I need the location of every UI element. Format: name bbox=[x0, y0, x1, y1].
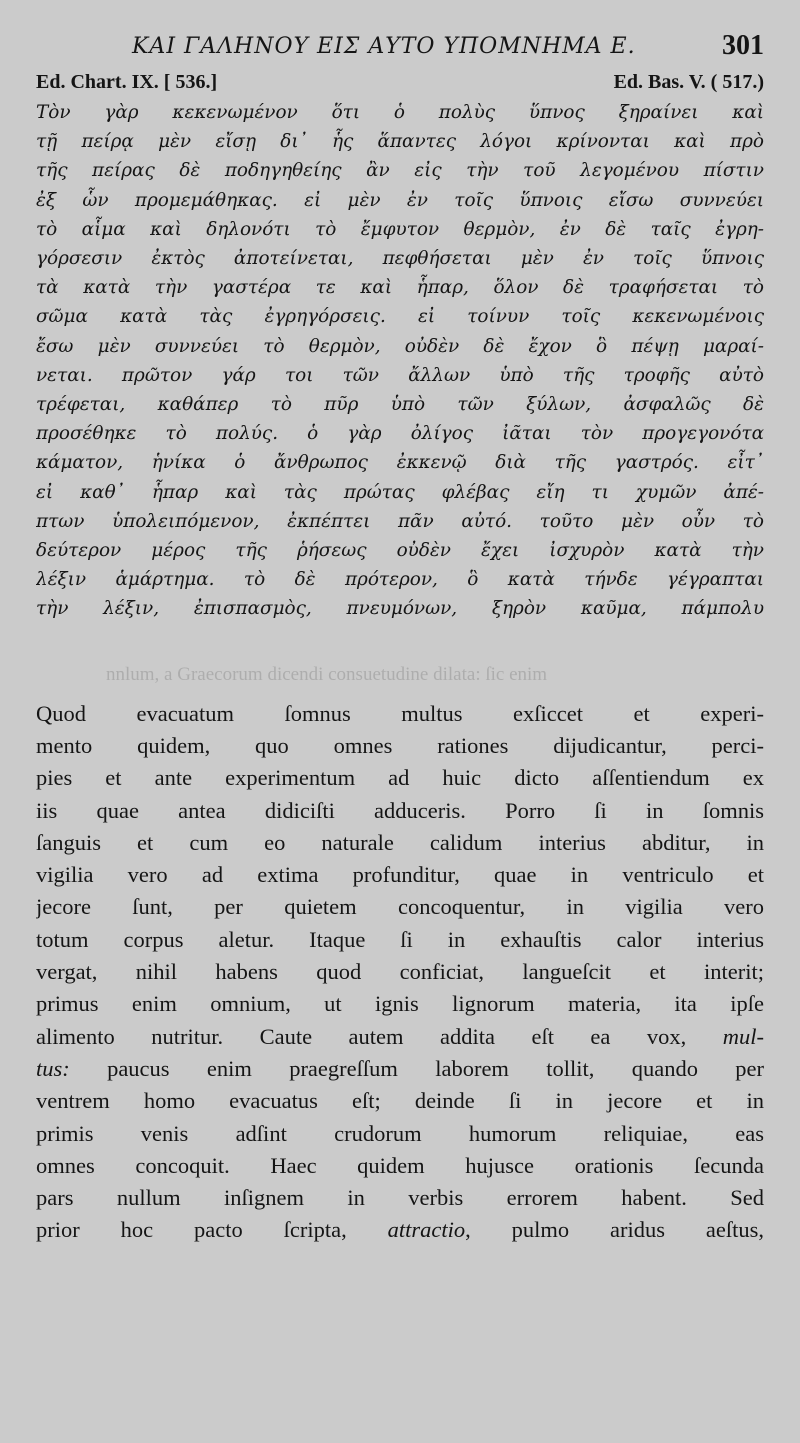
greek-line: τὴν λέξιν, ἐπισπασμὸς, πνευμόνων, ξηρὸν καῦμα, πάμπολυ bbox=[36, 598, 764, 620]
latin-line: tus: paucus enim praegreſſum laborem tollit, quando per bbox=[36, 1055, 764, 1081]
greek-line: σῶμα κατὰ τὰς ἐγρηγόρσεις. εἰ τοίνυν τοῖς κεκενωμένοις bbox=[36, 306, 764, 328]
greek-line: πτων ὑπολειπόμενον, ἐκπέπτει πᾶν αὐτό. τοῦτο μὲν οὖν τὸ bbox=[36, 510, 764, 532]
greek-text-block bbox=[36, 98, 764, 624]
running-title: ΚΑΙ ΓΑΛΗΝΟΥ ΕΙΣ ΑΥΤΟ ΥΠΟΜΝΗΜΑ Ε. bbox=[132, 34, 636, 59]
edition-line bbox=[36, 70, 764, 94]
greek-line: τὸ αἷμα καὶ δηλονότι τὸ ἔμφυτον θερμὸν, ἐν δὲ ταῖς ἐγρη- bbox=[36, 218, 764, 240]
latin-text-block bbox=[36, 698, 764, 1247]
emphasized-word: attractio bbox=[387, 1217, 466, 1243]
greek-line: λέξιν ἁμάρτημα. τὸ δὲ πρότερον, ὃ κατὰ τήνδε γέγραπται bbox=[36, 569, 764, 591]
greek-line: τρέφεται, καθάπερ τὸ πῦρ ὑπὸ τῶν ξύλων, ἀσφαλῶς δὲ bbox=[36, 394, 764, 416]
greek-line: τὰ κατὰ τὴν γαστέρα τε καὶ ἧπαρ, ὅλον δὲ τραφήσεται τὸ bbox=[36, 277, 764, 299]
edition-left: Ed. Chart. IX. [ 536.] bbox=[36, 71, 218, 93]
greek-line: δεύτερον μέρος τῆς ῥήσεως οὐδὲν ἔχει ἰσχυρὸν κατὰ τὴν bbox=[36, 540, 764, 562]
greek-line: προσέθηκε τὸ πολύς. ὁ γὰρ ὀλίγος ἰᾶται τὸν προγεγονότα bbox=[36, 423, 764, 445]
latin-line: ſanguis et cum eo naturale calidum interius abditur, in bbox=[36, 829, 764, 855]
bleed-through-text: nnlum, a Graecorum dicendi consuetudine dilata: ſic enim bbox=[106, 663, 548, 685]
latin-line: totum corpus aletur. Itaque ſi in exhauſtis calor interius bbox=[36, 926, 764, 952]
greek-line: νεται. πρῶτον γάρ τοι τῶν ἄλλων ὑπὸ τῆς τροφῆς αὐτὸ bbox=[36, 364, 764, 386]
latin-line: pies et ante experimentum ad huic dicto aſſentiendum ex bbox=[36, 765, 764, 791]
latin-line: vigilia vero ad extima profunditur, quae in ventriculo et bbox=[36, 862, 764, 888]
latin-line: prior hoc pacto ſcripta, attractio, pulmo aridus aeſtus, bbox=[36, 1217, 764, 1243]
latin-line: jecore ſunt, per quietem concoquentur, in vigilia vero bbox=[36, 894, 764, 920]
edition-right: Ed. Bas. V. ( 517.) bbox=[613, 71, 764, 93]
emphasized-word: mul- bbox=[722, 1023, 764, 1049]
greek-line: τῇ πείρᾳ μὲν εἴσῃ δι᾽ ἧς ἅπαντες λόγοι κρίνονται καὶ πρὸ bbox=[36, 131, 764, 153]
greek-line: τῆς πείρας δὲ ποδηγηθείης ἂν εἰς τὴν τοῦ λεγομένου πίστιν bbox=[36, 160, 764, 182]
latin-line: ventrem homo evacuatus eſt; deinde ſi in jecore et in bbox=[36, 1088, 764, 1114]
latin-line: primus enim omnium, ut ignis lignorum materia, ita ipſe bbox=[36, 991, 764, 1017]
greek-line: γόρσεσιν ἐκτὸς ἀποτείνεται, πεφθήσεται μὲν ἐν τοῖς ὕπνοις bbox=[36, 248, 764, 270]
latin-line: omnes concoquit. Haec quidem hujusce orationis ſecunda bbox=[36, 1152, 764, 1178]
page-number: 301 bbox=[722, 30, 764, 61]
latin-line: alimento nutritur. Caute autem addita eſt ea vox, mul- bbox=[36, 1023, 764, 1049]
greek-line: εἰ καθ᾽ ἧπαρ καὶ τὰς πρώτας φλέβας εἴη τι χυμῶν ἀπέ- bbox=[36, 481, 764, 503]
greek-line: ἔσω μὲν συννεύει τὸ θερμὸν, οὐδὲν δὲ ἔχον ὃ πέψῃ μαραί- bbox=[36, 335, 764, 357]
greek-line: κάματον, ἡνίκα ὁ ἄνθρωπος ἐκκενῷ διὰ τῆς γαστρός. εἶτ᾽ bbox=[36, 452, 764, 474]
latin-line: primis venis adſint crudorum humorum reliquiae, eas bbox=[36, 1120, 764, 1146]
latin-line: pars nullum inſignem in verbis errorem habent. Sed bbox=[36, 1185, 764, 1211]
latin-line: mento quidem, quo omnes rationes dijudicantur, perci- bbox=[36, 732, 764, 758]
emphasized-word: tus: bbox=[36, 1055, 70, 1081]
greek-line: Τὸν γὰρ κεκενωμένον ὅτι ὁ πολὺς ὕπνος ξηραίνει καὶ bbox=[36, 102, 764, 123]
greek-line: ἐξ ὧν προμεμάθηκας. εἰ μὲν ἐν τοῖς ὕπνοις εἴσω συννεύει bbox=[36, 189, 764, 211]
latin-line: vergat, nihil habens quod conficiat, langueſcit et interit; bbox=[36, 959, 764, 985]
page-header bbox=[36, 30, 764, 70]
latin-line: Quod evacuatum ſomnus multus exſiccet et experi- bbox=[36, 700, 764, 726]
latin-line: iis quae antea didiciſti adduceris. Porro ſi in ſomnis bbox=[36, 797, 764, 823]
